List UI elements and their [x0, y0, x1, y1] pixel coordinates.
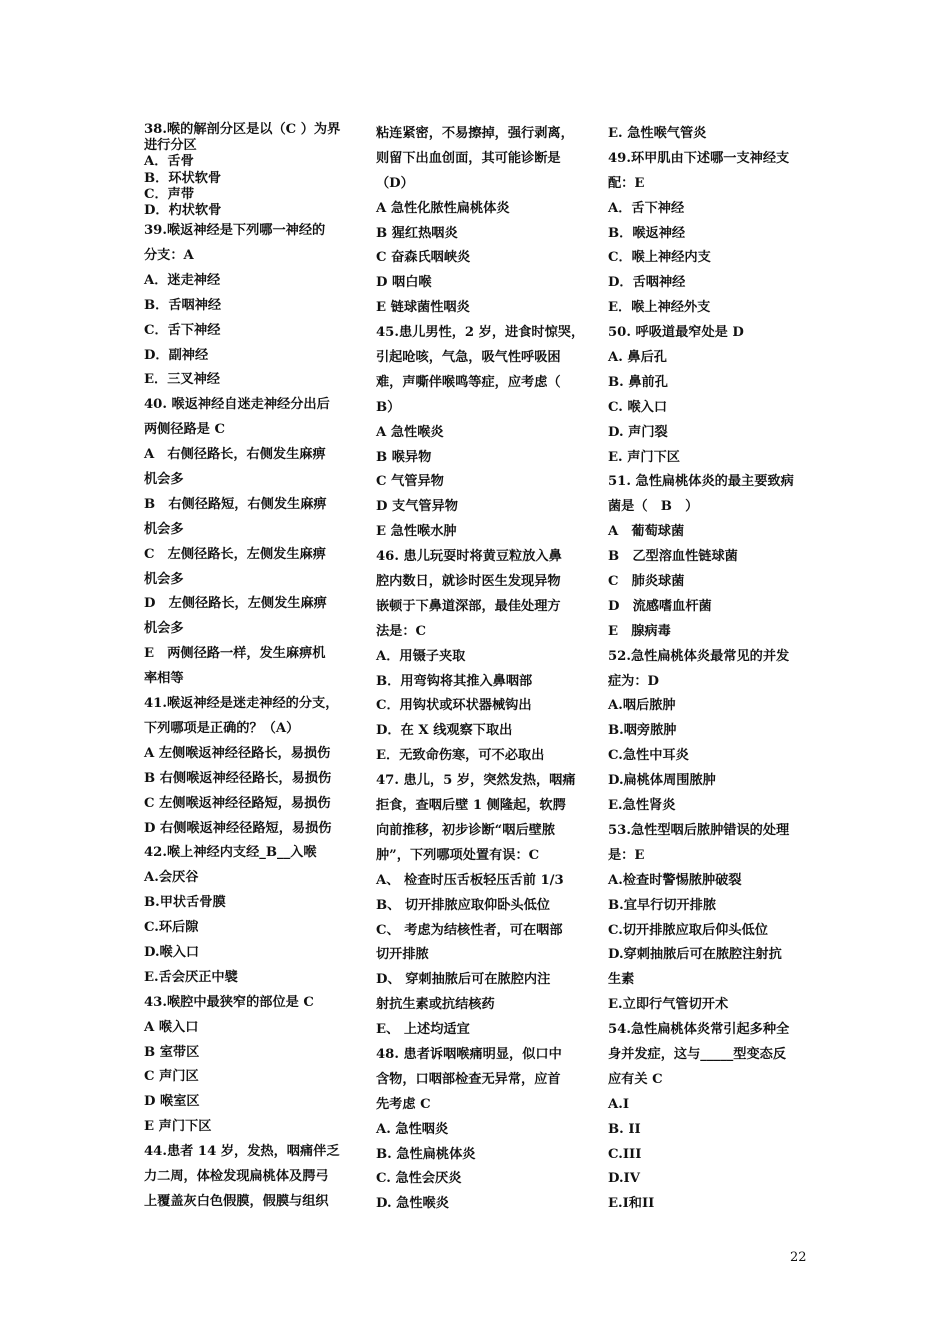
text-line: B 右侧径路短，右侧发生麻痹 — [144, 496, 327, 512]
text-line: C.切开排脓应取后仰头低位 — [608, 922, 768, 938]
text-line: B 室带区 — [144, 1044, 200, 1060]
text-line: C 左侧喉返神经径路短，易损伤 — [144, 795, 331, 811]
text-line: E 链球菌性咽炎 — [376, 300, 470, 316]
column-3 — [608, 122, 814, 1217]
text-line: 先考虑 C — [376, 1096, 431, 1112]
text-line: A.检查时警惕脓肿破裂 — [608, 872, 742, 888]
text-line: D 支气管异物 — [376, 499, 458, 515]
text-line: 41.喉返神经是迷走神经的分支， — [144, 696, 339, 712]
text-line: E.舌会厌正中襞 — [144, 969, 238, 985]
page-number: 22 — [790, 1250, 807, 1265]
text-line: E．喉上神经外支 — [608, 300, 711, 316]
text-line: C．用钩状或环状器械钩出 — [376, 698, 532, 714]
text-line: 法是：C — [376, 623, 427, 639]
text-line: A．用镊子夹取 — [376, 648, 466, 664]
text-line: D．在 X 线观察下取出 — [376, 723, 513, 739]
text-line: 含物，口咽部检查无异常，应首 — [376, 1071, 561, 1087]
text-line: 53.急性型咽后脓肿错误的处理 — [608, 822, 790, 838]
text-line: B. 鼻前孔 — [608, 374, 668, 390]
text-line: A.咽后脓肿 — [608, 698, 676, 714]
text-line: D．杓状软骨 — [144, 202, 222, 218]
text-line: C. 喉入口 — [608, 399, 668, 415]
text-line: A 葡萄球菌 — [608, 524, 685, 540]
text-line: 难，声嘶伴喉鸣等症，应考虑（ — [376, 374, 561, 390]
text-line: 切开排脓 — [376, 947, 429, 963]
text-line: 38.喉的解剖分区是以（C ）为界 — [144, 122, 341, 137]
text-line: E 两侧径路一样，发生麻痹机 — [144, 646, 326, 662]
text-line: C 气管异物 — [376, 474, 444, 490]
text-line: 是：E — [608, 847, 645, 863]
text-line: D．舌咽神经 — [608, 275, 686, 291]
text-line: 则留下出血创面，其可能诊断是 — [376, 150, 561, 166]
text-line: D 左侧径路长，左侧发生麻痹 — [144, 596, 327, 612]
text-line: B. 急性扁桃体炎 — [376, 1146, 476, 1162]
text-line: 菌是（ B ） — [608, 499, 699, 515]
text-line: E.立即行气管切开术 — [608, 997, 729, 1013]
text-line: E 声门下区 — [144, 1119, 212, 1135]
text-line: B. II — [608, 1121, 641, 1137]
text-line: 症为：D — [608, 673, 659, 689]
text-line: C．喉上神经内支 — [608, 250, 711, 266]
text-line: 向前推移，初步诊断“咽后壁脓 — [376, 822, 556, 838]
text-line: A 左侧喉返神经径路长，易损伤 — [144, 745, 331, 761]
text-line: 48. 患者诉咽喉痛明显，似口中 — [376, 1046, 562, 1062]
text-line: 进行分区 — [144, 138, 197, 154]
text-line: A．舌骨 — [144, 154, 194, 170]
text-line: B.咽旁脓肿 — [608, 723, 677, 739]
text-line: E．无致命伤寒，可不必取出 — [376, 748, 545, 764]
text-line: D.IV — [608, 1171, 640, 1187]
text-line: C、 考虑为结核性者，可在咽部 — [376, 922, 563, 938]
text-line: 分支：A — [144, 248, 194, 264]
text-line: 生素 — [608, 972, 635, 988]
text-line: 机会多 — [144, 521, 184, 537]
text-line: C 肺炎球菌 — [608, 574, 685, 590]
text-line: 力二周，体检发现扁桃体及腭弓 — [144, 1168, 329, 1184]
text-line: C．声带 — [144, 186, 195, 202]
text-line: E.I和II — [608, 1196, 655, 1212]
text-line: D、 穿刺抽脓后可在脓腔内注 — [376, 972, 551, 988]
text-line: B.甲状舌骨膜 — [144, 895, 226, 911]
text-line: 47. 患儿，5 岁，突然发热，咽痛 — [376, 773, 576, 789]
text-line: B．用弯钩将其推入鼻咽部 — [376, 673, 533, 689]
text-line: 粘连紧密，不易擦掉，强行剥离， — [376, 126, 574, 141]
text-line: A．舌下神经 — [608, 200, 685, 216]
text-line: 机会多 — [144, 472, 184, 488]
text-line: 52.急性扁桃体炎最常见的并发 — [608, 648, 790, 664]
text-line: 43.喉腔中最狭窄的部位是 C — [144, 994, 314, 1010]
column-1 — [144, 122, 349, 1215]
text-line: 嵌顿于下鼻道深部，最佳处理方 — [376, 598, 561, 614]
text-line: E 急性喉水肿 — [376, 524, 457, 540]
text-line: 肿”，下列哪项处置有误：C — [376, 847, 540, 863]
text-line: 应有关 C — [608, 1071, 663, 1087]
text-line: D.扁桃体周围脓肿 — [608, 773, 716, 789]
text-line: E. 急性喉气管炎 — [608, 126, 707, 141]
text-line: C 左侧径路长，左侧发生麻痹 — [144, 546, 326, 562]
text-line: 射抗生素或抗结核药 — [376, 997, 495, 1013]
text-line: C.急性中耳炎 — [608, 748, 689, 764]
text-line: A 右侧径路长，右侧发生麻痹 — [144, 447, 326, 463]
text-line: C 声门区 — [144, 1069, 199, 1085]
text-line: C 奋森氏咽峡炎 — [376, 250, 471, 266]
text-line: D 流感嗜血杆菌 — [608, 598, 712, 614]
text-line: （D） — [376, 175, 414, 191]
text-line: 拒食，查咽后壁 1 侧隆起，软腭 — [376, 798, 566, 814]
text-line: 51. 急性扁桃体炎的最主要致病 — [608, 474, 794, 490]
text-line: D. 声门裂 — [608, 424, 668, 440]
text-line: A 急性化脓性扁桃体炎 — [376, 200, 510, 216]
text-line: 54.急性扁桃体炎常引起多种全 — [608, 1022, 790, 1038]
text-line: A. 急性咽炎 — [376, 1121, 449, 1137]
text-line: E. 声门下区 — [608, 449, 680, 465]
text-line: B．喉返神经 — [608, 225, 686, 241]
text-line: A 急性喉炎 — [376, 424, 444, 440]
text-line: C. 急性会厌炎 — [376, 1171, 462, 1187]
text-line: A．迷走神经 — [144, 272, 221, 288]
text-line: D 右侧喉返神经径路短，易损伤 — [144, 820, 332, 836]
text-line: 45.患儿男性，2 岁，进食时惊哭， — [376, 325, 585, 341]
text-line: C.III — [608, 1146, 642, 1162]
text-line: B 右侧喉返神经径路长，易损伤 — [144, 770, 332, 786]
text-line: D 喉室区 — [144, 1094, 200, 1110]
text-line: A. 鼻后孔 — [608, 350, 667, 366]
text-line: A、 检查时压舌板轻压舌前 1/3 — [376, 872, 564, 888]
text-line: B 猩红热咽炎 — [376, 225, 458, 241]
text-line: A.I — [608, 1096, 629, 1112]
text-line: E 腺病毒 — [608, 623, 671, 639]
text-line: C．舌下神经 — [144, 322, 221, 338]
text-line: B.宜早行切开排脓 — [608, 897, 717, 913]
text-line: 率相等 — [144, 671, 184, 687]
text-line: E.急性肾炎 — [608, 798, 676, 814]
text-line: 两侧径路是 C — [144, 422, 226, 438]
text-line: B．环状软骨 — [144, 170, 222, 186]
text-line: 腔内数日，就诊时医生发现异物 — [376, 574, 561, 590]
text-line: 44.患者 14 岁，发热，咽痛伴乏 — [144, 1144, 340, 1160]
column-2 — [376, 122, 585, 1217]
text-line: 机会多 — [144, 621, 184, 637]
text-line: C.环后隙 — [144, 920, 199, 936]
text-line: 机会多 — [144, 571, 184, 587]
text-line: 49.环甲肌由下述哪一支神经支 — [608, 150, 790, 166]
text-line: B） — [376, 399, 401, 415]
text-line: A 喉入口 — [144, 1019, 199, 1035]
text-line: B 乙型溶血性链球菌 — [608, 549, 738, 565]
text-line: B、 切开排脓应取仰卧头低位 — [376, 897, 550, 913]
text-line: D.穿刺抽脓后可在脓腔注射抗 — [608, 947, 782, 963]
text-line: E、 上述均适宜 — [376, 1022, 470, 1038]
text-line: 40. 喉返神经自迷走神经分出后 — [144, 397, 330, 413]
text-line: D.喉入口 — [144, 944, 200, 960]
text-line: 39.喉返神经是下列哪一神经的 — [144, 223, 326, 239]
text-line: D．副神经 — [144, 347, 209, 363]
text-line: D. 急性喉炎 — [376, 1196, 449, 1212]
text-line: 身并发症，这与_____型变态反 — [608, 1046, 787, 1062]
text-line: 上覆盖灰白色假膜，假膜与组织 — [144, 1193, 329, 1209]
text-line: B 喉异物 — [376, 449, 432, 465]
text-line: 50. 呼吸道最窄处是 D — [608, 325, 744, 341]
text-line: D 咽白喉 — [376, 275, 432, 291]
text-line: 46. 患儿玩耍时将黄豆粒放入鼻 — [376, 549, 562, 565]
text-line: 42.喉上神经内支经_B__入喉 — [144, 845, 317, 861]
text-line: B．舌咽神经 — [144, 297, 222, 313]
text-line: 下列哪项是正确的？（A） — [144, 720, 300, 736]
text-line: A.会厌谷 — [144, 870, 199, 886]
text-line: E．三叉神经 — [144, 372, 220, 388]
text-line: 配：E — [608, 175, 645, 191]
text-line: 引起呛咳，气急，吸气性呼吸困 — [376, 350, 561, 366]
